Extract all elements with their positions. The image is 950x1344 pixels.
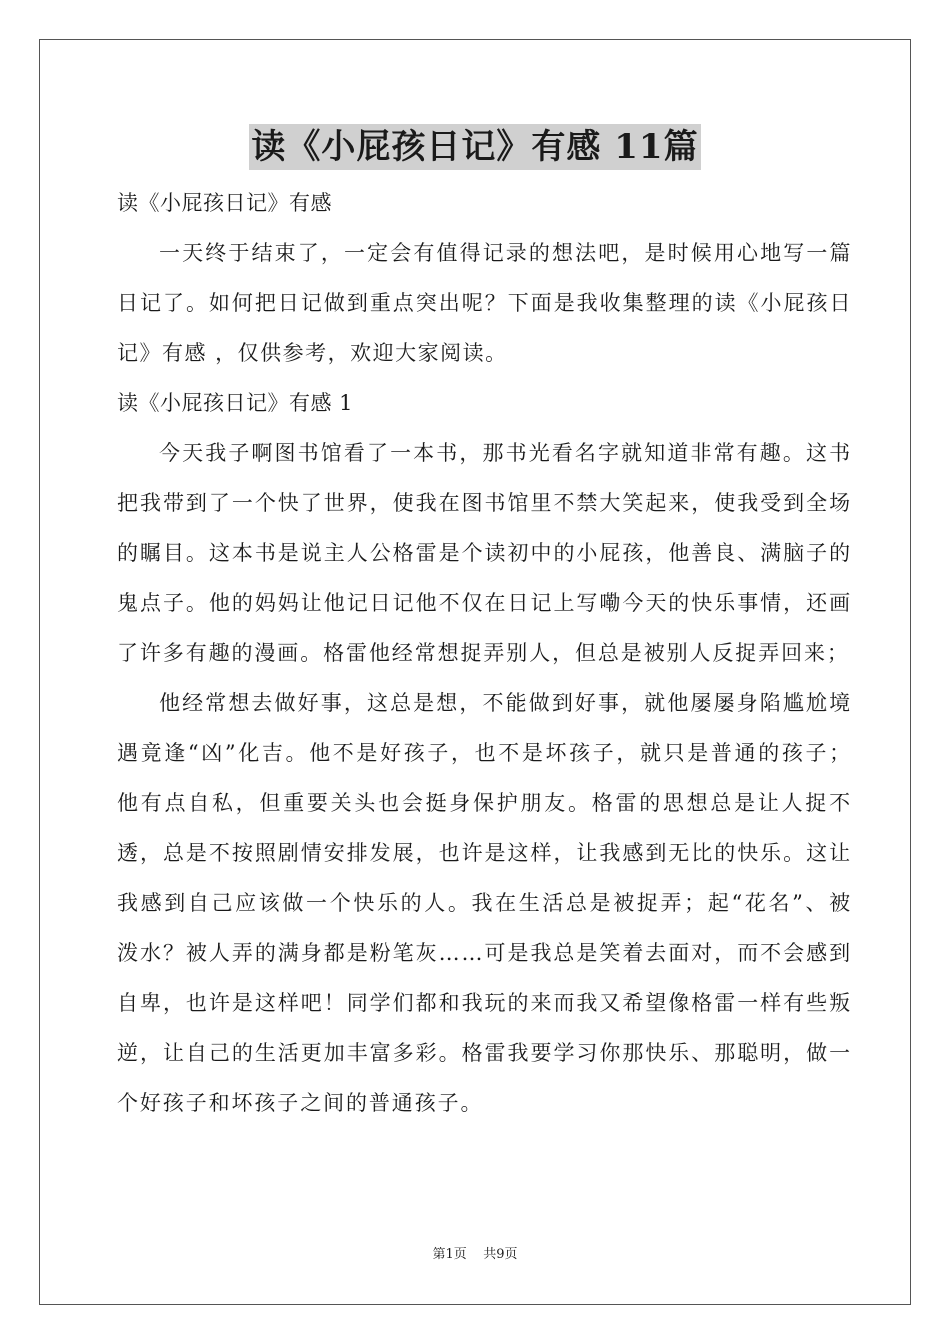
document-body	[117, 178, 852, 1128]
section-heading-1: 读《小屁孩日记》有感 1	[117, 391, 354, 415]
page-footer: 第1页 共9页	[432, 1247, 518, 1262]
document-title: 读《小屁孩日记》有感 11篇	[249, 124, 700, 170]
title-wrap	[0, 124, 950, 170]
paragraph-intro: 一天终于结束了，一定会有值得记录的想法吧，是时候用心地写一篇日记了。如何把日记做到重点突出呢？下面是我收集整理的读《小屁孩日记》有感 ，仅供参考，欢迎大家阅读。	[117, 241, 852, 365]
paragraph-1-2: 他经常想去做好事，这总是想，不能做到好事，就他屡屡身陷尴尬境遇竟逢“凶”化吉。他不是好孩子，也不是坏孩子，就只是普通的孩子；他有点自私，但重要关头也会挺身保护朋友。格雷的思想总是让人捉不透，总是不按照剧情安排发展，也许是这样，让我感到无比的快乐。这让我感到自己应该做一个快乐的人。我在生活总是被捉弄；起“花名”、被泼水？被人弄的满身都是粉笔灰……可是我总是笑着去面对，而不会感到自卑，也许是这样吧！同学们都和我玩的来而我又希望像格雷一样有些叛逆，让自己的生活更加丰富多彩。格雷我要学习你那快乐、那聪明，做一个好孩子和坏孩子之间的普通孩子。	[117, 691, 852, 1115]
section-heading-intro: 读《小屁孩日记》有感	[117, 191, 332, 215]
paragraph-1-1: 今天我子啊图书馆看了一本书，那书光看名字就知道非常有趣。这书把我带到了一个快了世界，使我在图书馆里不禁大笑起来，使我受到全场的瞩目。这本书是说主人公格雷是个读初中的小屁孩，他善良、满脑子的鬼点子。他的妈妈让他记日记他不仅在日记上写嘞今天的快乐事情，还画了许多有趣的漫画。格雷他经常想捉弄别人，但总是被别人反捉弄回来；	[117, 441, 852, 665]
